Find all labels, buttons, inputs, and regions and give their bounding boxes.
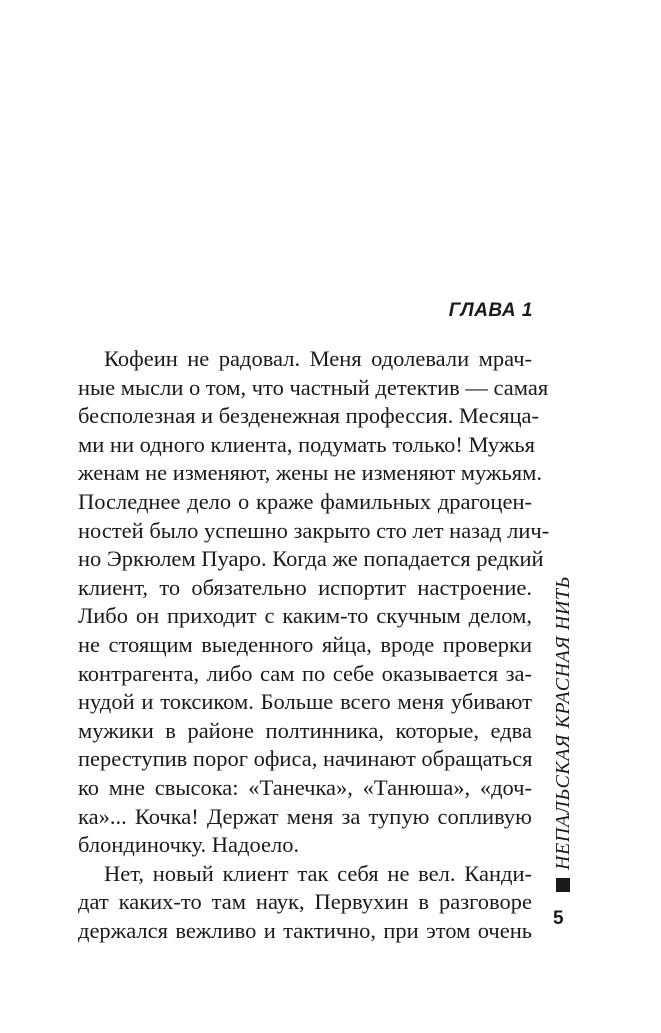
text-line: нудой и токсиком. Больше всего меня убивают: [78, 689, 532, 715]
square-marker-icon: [556, 878, 570, 892]
text-line: ные мысли о том, что частный детектив — самая: [78, 374, 549, 400]
text-line: ка»... Кочка! Держат меня за тупую сопливую: [78, 803, 532, 829]
text-line: контрагента, либо сам по себе оказывается за-: [78, 660, 532, 686]
chapter-title: ГЛАВА 1: [448, 300, 533, 321]
text-line: ми ни одного клиента, подумать только! Мужья: [78, 431, 536, 457]
text-line: Кофеин не радовал. Меня одолевали мрач-: [104, 346, 532, 371]
text-line: женам не изменяют, жены не изменяют мужьям.: [78, 460, 542, 486]
text-line: ностей было успешно закрыто сто лет назад лич-: [78, 517, 550, 543]
text-line: мужики в районе полтинника, которые, едва: [78, 717, 532, 743]
text-line: клиент, то обязательно испортит настроение.: [78, 574, 532, 600]
running-title-label: НЕПАЛЬСКАЯ КРАСНАЯ НИТЬ: [551, 575, 574, 870]
text-line: переступив порог офиса, начинают обращаться: [78, 746, 533, 772]
text-line: Нет, новый клиент так себя не вел. Канди-: [104, 860, 532, 886]
running-title: [546, 572, 580, 892]
text-line: Последнее дело о краже фамильных драгоцен-: [78, 488, 532, 514]
text-line: Либо он приходит с каким-то скучным делом,: [78, 603, 532, 629]
text-line: держался вежливо и тактично, при этом очень: [78, 917, 532, 943]
text-line: но Эркюлем Пуаро. Когда же попадается редкий: [78, 546, 544, 572]
text-line: бесполезная и безденежная профессия. Месяца-: [78, 403, 540, 429]
text-line: не стоящим выеденного яйца, вроде проверки: [78, 631, 532, 657]
text-line: дат каких-то там наук, Первухин в разговоре: [78, 889, 532, 915]
text-line: блондиночку. Надоело.: [78, 832, 300, 858]
text-line: ко мне свысока: «Танечка», «Танюша», «доч-: [78, 774, 532, 800]
page-number: 5: [553, 908, 564, 929]
body-text: [78, 345, 550, 945]
